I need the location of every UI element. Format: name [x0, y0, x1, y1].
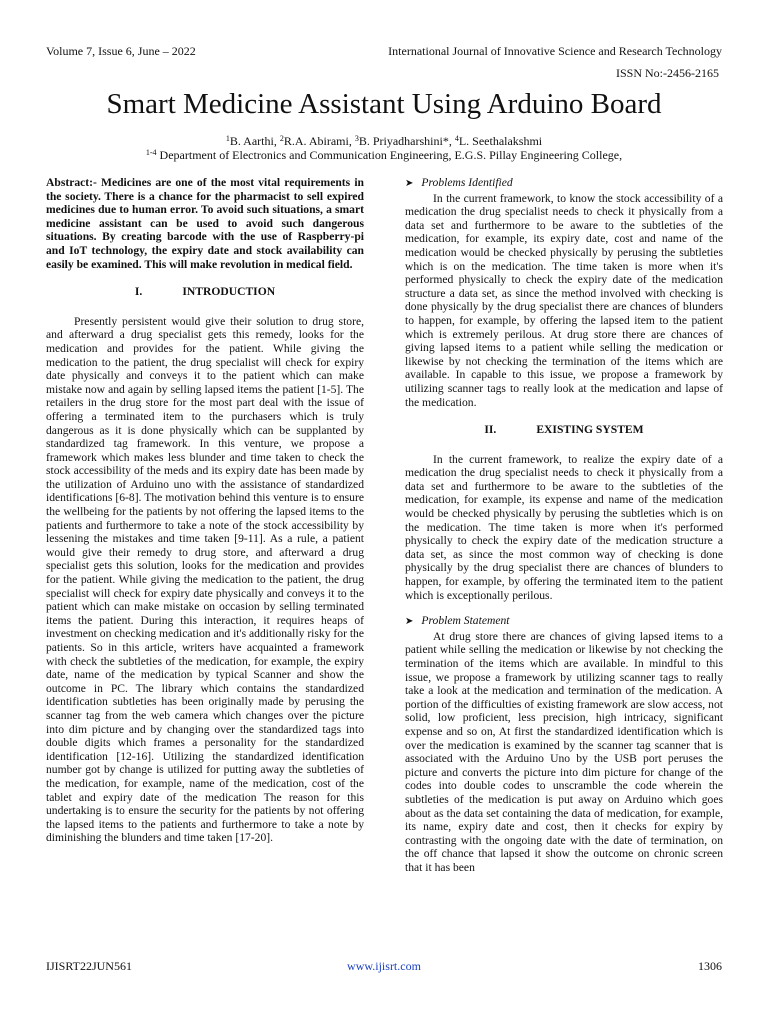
left-column [46, 176, 364, 845]
author-2: R.A. Abirami, [283, 134, 355, 148]
section-title: EXISTING SYSTEM [536, 423, 644, 437]
author-4: L. Seethalakshmi [458, 134, 543, 148]
subheading-label: Problems Identified [421, 176, 513, 189]
paper-title: Smart Medicine Assistant Using Arduino Board [106, 88, 662, 120]
abstract: Abstract:- Medicines are one of the most vital requirements in the society. There is a chance for the pharmacist to sell expired medicines due to human error. To avoid such situations, a smart medicine assistant can be used to avoid such dangerous situations. By creating barcode with the use of Raspberry-pi and IoT technology, the expiry date and stock availability can easily be examined. This will make revolution in medical field. [46, 176, 364, 271]
section-number: I. [134, 285, 143, 299]
section-heading-existing-system [405, 423, 723, 437]
author-1-sup: 1 [225, 134, 230, 143]
arrow-bullet-icon: ➤ [405, 616, 414, 628]
subheading-problems-identified [405, 176, 723, 191]
arrow-bullet-icon: ➤ [405, 178, 414, 189]
footer-page-number: 1306 [698, 959, 722, 973]
author-3: B. Priyadharshini*, [358, 134, 455, 148]
problems-body: In the current framework, to know the stock accessibility of a medication the drug specialist needs to check it physically from a data set and furthermore to be aware to the subtleties of the medication, for example, its expiry date, cost and name of the medication would be checked physically by perusing the subtleties which is on the medication. The time taken is more when it's performed physically to check the expiry date of the medication structure a data set, as since the method involved with checking is done physically by the drug specialist there are chances of blunders to happen, for example, by offering the lapsed item to the patient which is extremely perilous. At drug store there are chances of giving lapsed items to a patient while selling the medication or likewise by not checking the termination of the items which are available. In capable to this issue, we propose a framework by utilizing scanner tags to really look at the medication and lapse of the medication. [405, 191, 723, 409]
affiliation-text: Department of Electronics and Communication Engineering, E.G.S. Pillay Engineering College, [156, 148, 623, 162]
author-list [0, 134, 768, 148]
footer-paper-id: IJISRT22JUN561 [46, 959, 132, 973]
author-1: B. Aarthi, [229, 134, 280, 148]
author-4-sup: 4 [454, 134, 459, 143]
section-heading-introduction [46, 285, 364, 299]
footer-url-link[interactable]: www.ijisrt.com [347, 959, 421, 973]
subheading-problem-statement [405, 614, 723, 629]
right-column [405, 176, 723, 875]
problem-statement-body: At drug store there are chances of giving lapsed items to a patient while selling the medication or likewise by not checking the termination of the items which are available. In mindful to this issue, we propose a framework by utilizing scanner tags to really take a look at the medication and termination of the medication. A portion of the difficulties of existing framework are slow access, not solid, low proficient, less precision, high intricacy, significant expense and so on, At first the standardized identification which is over the medication is examined by the scanner tag scanner that is associated with the Arduino Uno by the USB port peruses the picture and converts the picture into dim picture for change of the codes into double codes to unscramble the code wherein the subtleties of the medication is put away on Arduino which goes about as the data set containing the data of medication, for example, its name, expiry date and cost, then it checks for expiry by contrasting with the ongoing date with the date of termination, on the off chance that lapsed it show the outcome on chronic screen that it has been [405, 629, 723, 874]
section-title: INTRODUCTION [182, 285, 276, 299]
introduction-body: Presently persistent would give their solution to drug store, and afterward a drug specialist gets this remedy, looks for the medication and provides for the patient. While giving the medication to the patient, the drug specialist will check for expiry date physically and conveys it to the patient which can make mistake now and again by selling lapsed items the patient [1-5]. The retailers in the drug store for the most part deal with the issue of offering a terminated item to the purchasers which is truly dangerous as it is done physically which can be supplanted by standardized tag framework. In this venture, we propose a framework which makes less blunder and time taken to check the stock accessibility of the meds and its expiry date has been made by the utilization of Arduino uno with the assistance of standardized identifications [6-8]. The motivation behind this venture is to ensure the wellbeing for the patients by not offering the lapsed items to the patients and furthermore to take a note of the stock accessibility by lessening the mistakes and time taken [9-11]. As a rule, a patient would give their remedy to drug store, and afterward a drug specialist gets this solution, looks for the medication and provides for the patient. While giving the medication to the patient, the drug specialist will check for expiry date physically and conveys it to the patient which can make mistake on occasion by selling terminated items the patient. During this interaction, it requires heaps of investment on checking medication and it's additionally risky for the patients. So in this article, writers have acquainted a framework with check the subtleties of the medication, for example, the expiry date, name of the medication by typical Scanner and show the outcome in PC. The library which contains the standardized identification subtleties has been originally made by perusing the scanner tag from the web camera which changes over the picture into dim picture and by changing over the standardized tags into double digits which frames a personality for the standardized identification [12-16]. Utilizing the standardized identification number got by change is utilized for putting away the subtleties of the medication, for example, name of the medication, cost of the tablet and expiry date of the medication The reason for this undertaking is to ensure the security for the patients by not offering the lapsed items to the patients and furthermore to take a note by diminishing the blunders and time taken [17-20]. [46, 314, 364, 845]
header-journal: International Journal of Innovative Science and Research Technology [388, 44, 722, 58]
subheading-label: Problem Statement [421, 614, 510, 628]
header-volume: Volume 7, Issue 6, June – 2022 [46, 44, 196, 58]
author-3-sup: 3 [354, 134, 359, 143]
author-2-sup: 2 [279, 134, 284, 143]
affiliation [0, 148, 768, 162]
section-number: II. [484, 423, 497, 437]
existing-system-body: In the current framework, to realize the expiry date of a medication the drug specialist needs to check it physically from a data set and furthermore to be aware to the subtleties of the medication, for example, its expense and name of the medication would be checked physically by perusing the subtleties which is on the medication. The time taken is more when it's performed physically to check the expiry date of the medication structure a data set, as since the most common way of checking is done physically by the drug specialist there are chances of blunders to happen, for example, by offering the terminated item to the patient which is exceptionally perilous. [405, 452, 723, 602]
affiliation-sup: 1-4 [145, 148, 157, 157]
header-issn: ISSN No:-2456-2165 [615, 66, 719, 80]
